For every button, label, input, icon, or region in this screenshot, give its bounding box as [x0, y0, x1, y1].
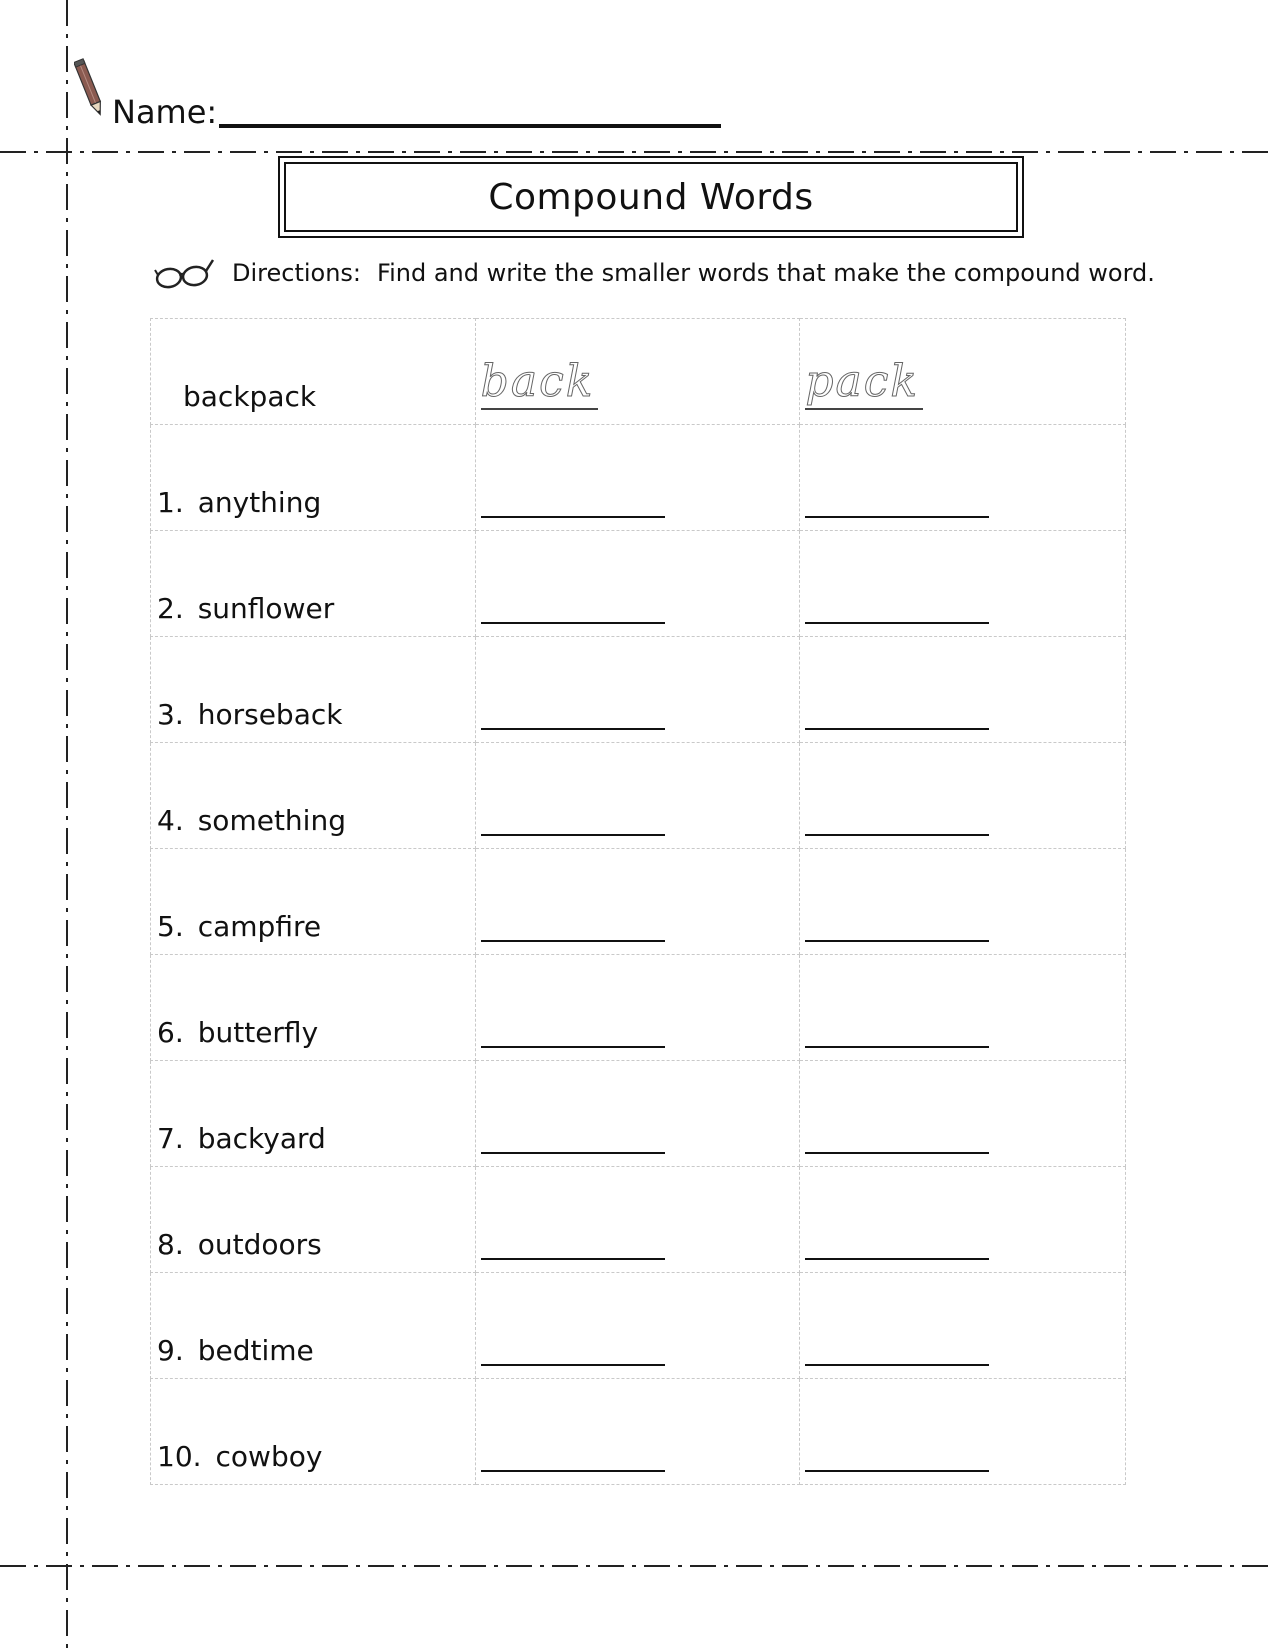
- compound-word: butterfly: [197, 1016, 319, 1049]
- left-margin-guide: [66, 0, 68, 1650]
- answer-line-first[interactable]: [481, 940, 665, 942]
- answer-line-second[interactable]: [805, 728, 989, 730]
- name-label: Name:: [112, 93, 218, 131]
- name-field-row: [112, 88, 721, 132]
- compound-word: bedtime: [197, 1334, 314, 1367]
- answer-line-first[interactable]: [481, 1470, 665, 1472]
- table-row: [151, 1061, 1126, 1167]
- pencil-icon: [74, 56, 108, 122]
- example-word: backpack: [183, 380, 317, 413]
- item-number: 7.: [157, 1122, 184, 1155]
- item-number: 6.: [157, 1016, 184, 1049]
- directions-label: Directions:: [232, 259, 362, 287]
- answer-line-second[interactable]: [805, 1258, 989, 1260]
- top-cut-guide: [0, 151, 1275, 153]
- title-box: [278, 156, 1024, 238]
- compound-word: something: [197, 804, 346, 837]
- item-number: 1.: [157, 486, 184, 519]
- glasses-icon: [153, 256, 217, 292]
- compound-word: horseback: [197, 698, 343, 731]
- compound-word-table: [150, 318, 1126, 1485]
- item-number: 3.: [157, 698, 184, 731]
- table-row: [151, 425, 1126, 531]
- example-answer-1: back: [481, 360, 599, 410]
- answer-line-second[interactable]: [805, 1046, 989, 1048]
- item-number: 9.: [157, 1334, 184, 1367]
- example-row: [151, 319, 1126, 425]
- answer-line-second[interactable]: [805, 516, 989, 518]
- answer-line-second[interactable]: [805, 1470, 989, 1472]
- compound-word: campfire: [197, 910, 322, 943]
- answer-line-first[interactable]: [481, 1152, 665, 1154]
- answer-line-first[interactable]: [481, 1046, 665, 1048]
- table-row: [151, 1273, 1126, 1379]
- answer-line-second[interactable]: [805, 622, 989, 624]
- answer-line-second[interactable]: [805, 1364, 989, 1366]
- compound-word: cowboy: [215, 1440, 323, 1473]
- compound-word: sunflower: [197, 592, 335, 625]
- table-row: [151, 637, 1126, 743]
- answer-line-first[interactable]: [481, 516, 665, 518]
- table-row: [151, 1379, 1126, 1485]
- table-row: [151, 743, 1126, 849]
- example-answer-2: pack: [805, 360, 923, 410]
- answer-line-second[interactable]: [805, 834, 989, 836]
- item-number: 4.: [157, 804, 184, 837]
- compound-word: backyard: [197, 1122, 326, 1155]
- answer-line-second[interactable]: [805, 940, 989, 942]
- name-write-line[interactable]: [219, 124, 721, 128]
- table-row: [151, 531, 1126, 637]
- answer-line-first[interactable]: [481, 1364, 665, 1366]
- compound-word: outdoors: [197, 1228, 322, 1261]
- answer-line-first[interactable]: [481, 728, 665, 730]
- page-title: Compound Words: [488, 176, 814, 218]
- item-number: 10.: [157, 1440, 202, 1473]
- item-number: 2.: [157, 592, 184, 625]
- answer-line-first[interactable]: [481, 834, 665, 836]
- answer-line-first[interactable]: [481, 622, 665, 624]
- table-row: [151, 1167, 1126, 1273]
- directions-text: Find and write the smaller words that make the compound word.: [377, 259, 1155, 287]
- compound-word: anything: [197, 486, 322, 519]
- item-number: 5.: [157, 910, 184, 943]
- item-number: 8.: [157, 1228, 184, 1261]
- answer-line-first[interactable]: [481, 1258, 665, 1260]
- answer-line-second[interactable]: [805, 1152, 989, 1154]
- bottom-cut-guide: [0, 1565, 1275, 1567]
- table-row: [151, 955, 1126, 1061]
- table-row: [151, 849, 1126, 955]
- directions: [232, 258, 1155, 288]
